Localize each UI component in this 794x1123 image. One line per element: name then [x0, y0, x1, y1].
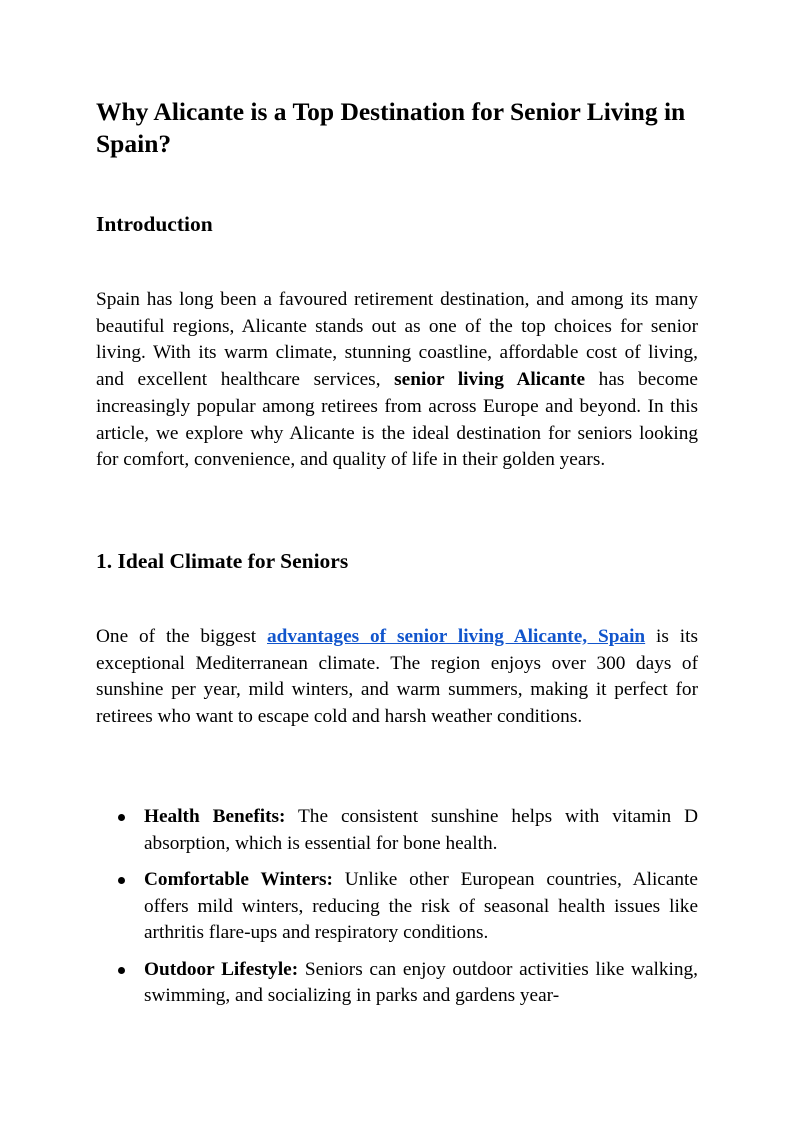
list-item-label: Outdoor Lifestyle:: [144, 958, 299, 980]
list-item-label: Comfortable Winters:: [144, 868, 333, 890]
climate-text-end: is its exceptional Mediterranean climate. The region enjoys over 300 days of sunshine per year, mild winters, and warm summers, making it perfect for retirees who want to escape cold and harsh weather conditions.: [96, 626, 699, 728]
bullet-icon: [118, 877, 125, 884]
climate-paragraph: [96, 624, 698, 731]
list-item-text: The consistent sunshine helps with vitamin D absorption, which is essential for bone health.: [144, 806, 698, 854]
list-item-health-benefits: [96, 804, 698, 857]
list-item-label: Health Benefits:: [144, 806, 286, 827]
intro-bold-keyword: senior living Alicante: [394, 369, 586, 391]
list-item-outdoor-lifestyle: [96, 957, 698, 1010]
page-title: Why Alicante is a Top Destination for Senior Living in Spain?: [96, 97, 686, 158]
list-item-comfortable-winters: [96, 867, 698, 947]
advantages-senior-living-link[interactable]: advantages of senior living Alicante, Spain: [267, 626, 646, 647]
section-heading-ideal-climate: 1. Ideal Climate for Seniors: [96, 549, 349, 573]
climate-text-start: One of the biggest: [96, 626, 267, 647]
intro-text-start: Spain has long been a favoured retirement destination, and among its many beautiful regions, Alicante stands out as one of the top choices for senior living. With its warm climate, stunning coastline, affordable cost of living, and excellent healthcare services,: [96, 289, 698, 391]
intro-text-end: has become increasingly popular among retirees from across Europe and beyond. In this article, we explore why Alicante is the ideal destination for seniors looking for comfort, convenience, and quality of life in their golden years.: [96, 369, 698, 471]
introduction-paragraph: [96, 287, 698, 474]
climate-benefits-list: [96, 804, 698, 1019]
list-item-text: Unlike other European countries, Alicante offers mild winters, reducing the risk of seasonal health issues like arthritis flare-ups and respiratory conditions.: [144, 868, 698, 944]
list-item-text: Seniors can enjoy outdoor activities like walking, swimming, and socializing in parks and gardens year-: [144, 958, 698, 1007]
bullet-icon: [118, 967, 125, 974]
bullet-icon: [118, 814, 125, 821]
section-heading-introduction: Introduction: [96, 212, 213, 236]
